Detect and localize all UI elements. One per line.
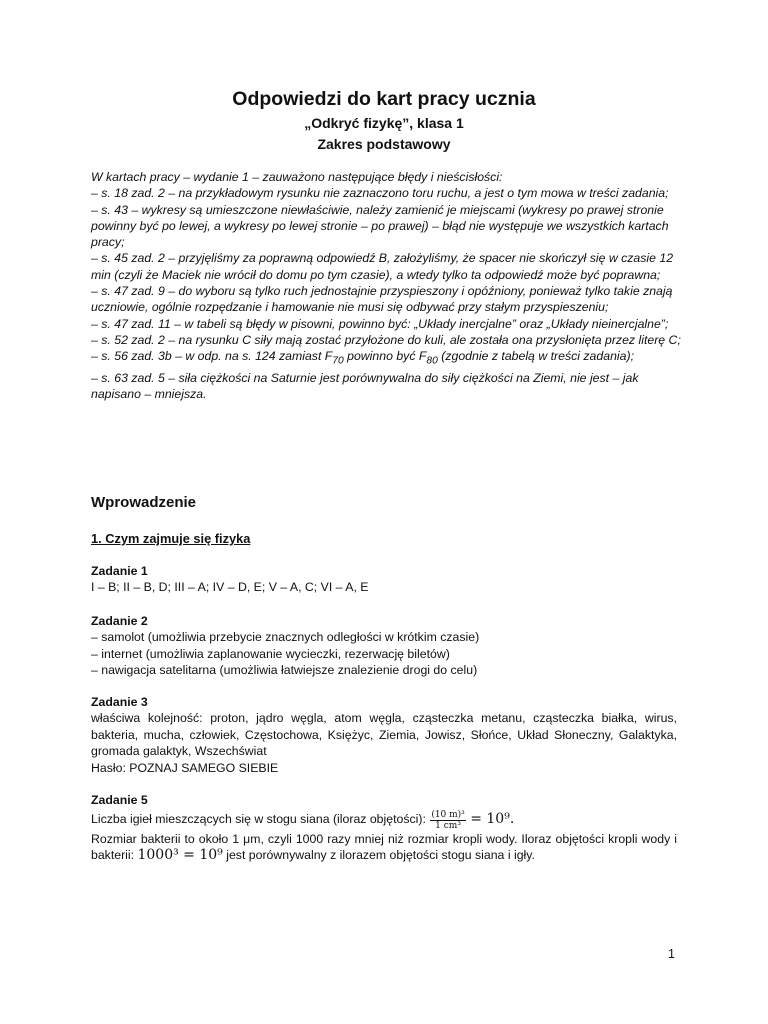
math-expression: 1000³ = 10⁹ <box>137 847 223 864</box>
task-password: Hasło: POZNAJ SAMEGO SIEBIE <box>91 760 279 775</box>
task-answer-line: – internet (umożliwia zaplanowanie wycieczki, rezerwację biletów) <box>91 646 450 661</box>
errata-item <box>91 348 681 370</box>
task-answer: I – B; II – B, D; III – A; IV – D, E; V – A, C; VI – A, E <box>91 580 369 595</box>
document-title: Odpowiedzi do kart pracy ucznia <box>232 88 536 110</box>
task-heading: Zadanie 5 <box>91 793 148 807</box>
task-3 <box>91 694 677 776</box>
task-5 <box>91 792 677 863</box>
task-heading: Zadanie 1 <box>91 564 148 578</box>
section-heading: Wprowadzenie <box>91 494 197 511</box>
document-scope: Zakres podstawowy <box>317 136 451 152</box>
errata-item-text: – s. 56 zad. 3b – w odp. na s. 124 zamiast F <box>91 349 333 364</box>
subscript: 70 <box>332 355 344 367</box>
errata-item: – s. 47 zad. 11 – w tabeli są błędy w pisowni, powinno być: „Układy inercjalne” oraz „Układy nieinercjalne”; <box>91 316 669 331</box>
volume-fraction <box>430 810 465 831</box>
subsection-heading: 1. Czym zajmuje się fizyka <box>91 531 251 546</box>
task-text: Liczba igieł mieszczących się w stogu siana (iloraz objętości): <box>91 812 426 827</box>
errata-intro: W kartach pracy – wydanie 1 – zauważono następujące błędy i nieścisłości: <box>91 170 503 184</box>
errata-item: – s. 63 zad. 5 – siła ciężkości na Saturnie jest porównywalna do siły ciężkości na Ziemi, nie jest – jak napisano – mniejsza. <box>91 371 639 402</box>
task-heading: Zadanie 3 <box>91 695 148 709</box>
errata-item: – s. 45 zad. 2 – przyjęliśmy za poprawną odpowiedź B, założyliśmy, że spacer nie skończył się w czasie 12 min (czyli że Maciek nie wrócił do domu po tym czasie), a wtedy tylko ta odpowiedź może być poprawna; <box>91 251 674 282</box>
task-2 <box>91 613 677 679</box>
errata-item: – s. 18 zad. 2 – na przykładowym rysunku nie zaznaczono toru ruchu, a jest o tym mowa w treści zadania; <box>91 186 669 201</box>
task-answer-line: – nawigacja satelitarna (umożliwia łatwiejsze znalezienie drogi do celu) <box>91 663 478 678</box>
task-text: jest porównywalny z ilorazem objętości stogu siana i igły. <box>226 848 535 863</box>
task-answer-line <box>91 831 677 864</box>
fraction-numerator: (10 m)³ <box>431 809 465 820</box>
page-number: 1 <box>668 947 675 961</box>
task-heading: Zadanie 2 <box>91 614 148 628</box>
fraction-denominator: 1 cm³ <box>435 820 461 831</box>
errata-item-text: powinno być F <box>343 349 427 364</box>
errata-block <box>91 169 681 403</box>
errata-item-text: (zgodnie z tabelą w treści zadania); <box>437 349 634 364</box>
subscript: 80 <box>426 355 438 367</box>
document-subtitle: „Odkryć fizykę”, klasa 1 <box>304 115 464 131</box>
errata-item: – s. 47 zad. 9 – do wyboru są tylko ruch jednostajnie przyspieszony i opóźniony, ponieważ tylko takie znają uczniowie, ogólnie rozpędzanie i hamowanie nie musi się odbywać przy stałym przyspieszeniu; <box>91 284 673 315</box>
task-1 <box>91 563 677 596</box>
errata-item: – s. 43 – wykresy są umieszczone niewłaściwie, należy zamienić je miejscami (wykresy po prawej stronie powinny być po lewej, a wykresy po lewej stronie – po prawej) – błąd nie występuje we wszystkich kartach pracy; <box>91 202 669 250</box>
task-answer-line: – samolot (umożliwia przebycie znacznych odległości w krótkim czasie) <box>91 630 480 645</box>
task-answer-line <box>91 808 677 830</box>
task-text: Rozmiar bakterii to około 1 μm, czyli 1000 razy mniej niż rozmiar kropli wody. Iloraz objętości kropli wody i bakterii: <box>91 831 677 863</box>
task-answer: właściwa kolejność: proton, jądro węgla, atom węgla, cząsteczka metanu, cząsteczka białka, wirus, bakteria, mucha, człowiek, Częstochowa, Księżyc, Ziemia, Jowisz, Słońce, Układ Słoneczny, Galaktyka, gromada galaktyk, Wszechświat <box>91 711 677 759</box>
math-result: = 10⁹. <box>470 811 515 828</box>
errata-item: – s. 52 zad. 2 – na rysunku C siły mają zostać przyłożone do kuli, ale została ona przysłonięta przez literę C; <box>91 332 681 347</box>
